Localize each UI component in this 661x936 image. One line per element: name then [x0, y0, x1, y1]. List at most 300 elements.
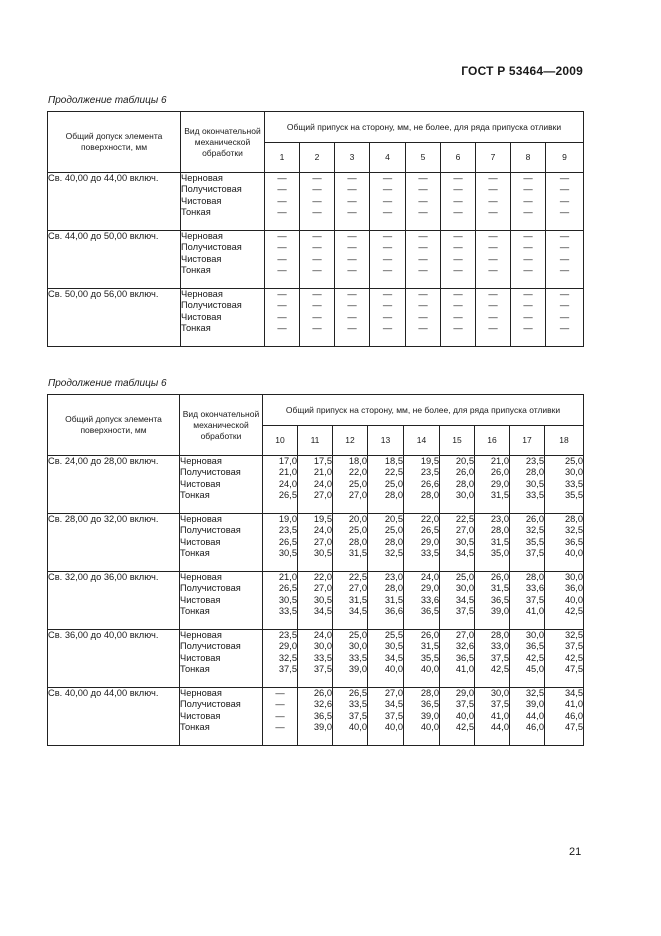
allowance-value: 28,0	[525, 572, 544, 582]
allowance-value: —	[347, 207, 357, 218]
allowance-value: 31,5	[348, 548, 367, 559]
allowance-value: 42,5	[490, 664, 509, 675]
allowance-value: —	[559, 231, 570, 241]
allowance-value: —	[347, 173, 357, 183]
allowance-value: 36,5	[525, 641, 544, 652]
allowance-value: 27,0	[384, 688, 403, 698]
allowance-value: 31,5	[490, 490, 509, 501]
allowance-value: —	[312, 207, 322, 218]
allowance-value: 33,5	[525, 490, 544, 501]
allowance-table-1	[47, 111, 584, 347]
allowance-cell	[545, 456, 584, 514]
allowance-value: 33,5	[348, 699, 367, 710]
allowance-value: 21,0	[490, 456, 509, 466]
machining-kind-label: Черновая	[180, 630, 222, 640]
allowance-value: 23,5	[525, 456, 544, 466]
allowance-value: 36,5	[490, 594, 509, 605]
allowance-value: —	[488, 311, 498, 322]
allowance-cell	[265, 231, 300, 289]
allowance-value: 30,0	[455, 583, 474, 594]
allowance-value: —	[312, 311, 322, 322]
allowance-value: 22,5	[384, 467, 403, 478]
machining-kind-label: Получистовая	[180, 525, 241, 536]
allowance-cell	[441, 231, 476, 289]
tolerance-range: Св. 28,00 до 32,00 включ.	[48, 514, 180, 572]
allowance-value: 27,0	[313, 583, 332, 594]
allowance-value: —	[523, 265, 533, 276]
allowance-cell	[511, 231, 546, 289]
allowance-cell	[263, 456, 298, 514]
allowance-value: 28,0	[384, 583, 403, 594]
allowance-value: 31,5	[490, 536, 509, 547]
table-row	[48, 173, 584, 231]
allowance-value: 28,0	[384, 536, 403, 547]
allowance-value: —	[418, 300, 428, 311]
allowance-value: —	[559, 195, 570, 206]
table-row	[48, 231, 584, 289]
allowance-cell	[368, 688, 404, 746]
allowance-value: 26,0	[313, 688, 332, 698]
allowance-value: 37,5	[384, 710, 403, 721]
allowance-value: 32,5	[564, 525, 584, 536]
allowance-value: 20,5	[384, 514, 403, 524]
allowance-value: 40,0	[348, 722, 367, 733]
allowance-cell	[510, 688, 545, 746]
table-row	[48, 456, 584, 514]
allowance-value: —	[453, 323, 463, 334]
allowance-cell	[545, 688, 584, 746]
allowance-value: —	[312, 265, 322, 276]
allowance-value: —	[347, 231, 357, 241]
allowance-value: —	[523, 253, 533, 264]
allowance-value: 40,0	[420, 664, 439, 675]
allowance-cell	[404, 630, 440, 688]
allowance-value: —	[559, 323, 570, 334]
allowance-value: —	[488, 300, 498, 311]
machining-kind-label: Тонкая	[181, 207, 211, 218]
column-number: 5	[406, 143, 441, 173]
machining-kind-label: Черновая	[181, 173, 223, 183]
document-header: ГОСТ Р 53464—2009	[461, 64, 583, 78]
allowance-value: 36,5	[313, 710, 332, 721]
table-row	[48, 688, 584, 746]
allowance-value: 37,5	[525, 548, 544, 559]
machining-kind-label: Чистовая	[180, 652, 221, 663]
allowance-value: 26,5	[420, 525, 439, 536]
allowance-value: 34,5	[348, 606, 367, 617]
allowance-value: —	[382, 265, 393, 276]
allowance-value: 32,5	[525, 525, 544, 536]
column-number: 3	[335, 143, 370, 173]
allowance-value: —	[418, 253, 428, 264]
allowance-value: —	[312, 300, 322, 311]
allowance-value: 23,0	[490, 514, 509, 524]
allowance-value: 26,0	[490, 572, 509, 582]
allowance-value: —	[275, 699, 285, 710]
allowance-cell	[545, 572, 584, 630]
allowance-cell	[404, 514, 440, 572]
allowance-value: 24,0	[420, 572, 439, 582]
allowance-value: 23,5	[278, 630, 297, 640]
machining-kind-label: Тонкая	[181, 265, 211, 276]
allowance-value: 26,0	[420, 630, 439, 640]
allowance-value: —	[312, 242, 322, 253]
allowance-value: 44,0	[525, 710, 544, 721]
allowance-value: —	[488, 289, 498, 299]
allowance-value: —	[488, 265, 498, 276]
allowance-cell	[404, 688, 440, 746]
allowance-cell	[298, 630, 333, 688]
allowance-value: —	[382, 173, 393, 183]
allowance-value: —	[453, 253, 463, 264]
allowance-value: 26,6	[420, 478, 439, 489]
allowance-value: 24,0	[313, 630, 332, 640]
allowance-cell	[511, 289, 546, 347]
allowance-cell	[265, 173, 300, 231]
allowance-cell	[440, 688, 475, 746]
allowance-value: —	[523, 289, 533, 299]
allowance-cell	[263, 514, 298, 572]
allowance-value: —	[382, 323, 393, 334]
allowance-value: —	[312, 253, 322, 264]
allowance-cell	[475, 688, 510, 746]
allowance-value: —	[418, 173, 428, 183]
header-tolerance: Общий допуск элемента поверхности, мм	[48, 112, 181, 173]
allowance-value: 19,5	[420, 456, 439, 466]
allowance-value: —	[453, 184, 463, 195]
allowance-value: 28,0	[420, 688, 439, 698]
allowance-value: 31,5	[420, 641, 439, 652]
machining-kind-label: Черновая	[180, 572, 222, 582]
allowance-value: 37,5	[490, 699, 509, 710]
allowance-value: —	[277, 253, 287, 264]
allowance-value: 28,0	[455, 478, 474, 489]
machining-kind-label: Тонкая	[180, 664, 210, 675]
allowance-cell	[441, 173, 476, 231]
allowance-value: —	[312, 173, 322, 183]
allowance-cell	[511, 173, 546, 231]
allowance-value: —	[275, 722, 285, 733]
allowance-cell	[406, 231, 441, 289]
allowance-value: 28,0	[420, 490, 439, 501]
allowance-cell	[368, 572, 404, 630]
machining-kind-label: Чистовая	[180, 536, 221, 547]
allowance-value: —	[382, 195, 393, 206]
tolerance-range: Св. 50,00 до 56,00 включ.	[48, 289, 181, 347]
allowance-value: 36,5	[564, 536, 584, 547]
machining-kinds	[180, 514, 263, 572]
allowance-value: 30,0	[313, 641, 332, 652]
allowance-value: 18,0	[348, 456, 367, 466]
allowance-value: 17,5	[313, 456, 332, 466]
allowance-value: —	[559, 311, 570, 322]
machining-kinds	[180, 688, 263, 746]
allowance-value: 36,5	[455, 652, 474, 663]
allowance-value: —	[382, 207, 393, 218]
allowance-value: 32,5	[525, 688, 544, 698]
machining-kinds	[181, 231, 265, 289]
allowance-value: 32,5	[278, 652, 297, 663]
allowance-value: 35,0	[490, 548, 509, 559]
machining-kind-label: Тонкая	[180, 548, 210, 559]
allowance-cell	[546, 289, 584, 347]
allowance-cell	[406, 289, 441, 347]
column-number: 8	[511, 143, 546, 173]
allowance-value: —	[523, 207, 533, 218]
allowance-cell	[510, 456, 545, 514]
allowance-value: 34,5	[313, 606, 332, 617]
allowance-value: 31,5	[348, 594, 367, 605]
allowance-value: 27,0	[455, 630, 474, 640]
allowance-value: 27,0	[313, 536, 332, 547]
allowance-value: 26,0	[525, 514, 544, 524]
allowance-value: 41,0	[490, 710, 509, 721]
header-machining-kind: Вид окончательной механической обработки	[180, 395, 263, 456]
allowance-value: 28,0	[525, 467, 544, 478]
machining-kind-label: Тонкая	[180, 490, 210, 501]
allowance-cell	[335, 231, 370, 289]
allowance-value: —	[523, 184, 533, 195]
allowance-cell	[404, 456, 440, 514]
header-tolerance: Общий допуск элемента поверхности, мм	[48, 395, 180, 456]
allowance-value: —	[277, 265, 287, 276]
tolerance-range: Св. 36,00 до 40,00 включ.	[48, 630, 180, 688]
tolerance-range: Св. 40,00 до 44,00 включ.	[48, 688, 180, 746]
allowance-value: 40,0	[564, 548, 584, 559]
allowance-value: —	[523, 311, 533, 322]
allowance-cell	[300, 173, 335, 231]
allowance-value: 29,0	[420, 583, 439, 594]
allowance-cell	[333, 688, 368, 746]
allowance-value: 31,5	[384, 594, 403, 605]
allowance-value: 42,5	[564, 652, 584, 663]
allowance-cell	[368, 630, 404, 688]
allowance-cell	[298, 456, 333, 514]
allowance-value: —	[275, 710, 285, 721]
allowance-value: 24,0	[278, 478, 297, 489]
allowance-value: 41,0	[455, 664, 474, 675]
allowance-value: —	[312, 184, 322, 195]
allowance-cell	[263, 630, 298, 688]
column-number: 9	[546, 143, 584, 173]
allowance-value: 20,5	[455, 456, 474, 466]
allowance-value: 46,0	[564, 710, 584, 721]
allowance-value: 20,0	[348, 514, 367, 524]
allowance-value: 19,5	[313, 514, 332, 524]
allowance-cell	[440, 456, 475, 514]
allowance-value: —	[347, 184, 357, 195]
machining-kind-label: Черновая	[181, 231, 223, 241]
allowance-value: —	[277, 231, 287, 241]
allowance-cell	[368, 456, 404, 514]
allowance-value: —	[382, 184, 393, 195]
allowance-cell	[440, 514, 475, 572]
allowance-value: 34,5	[384, 652, 403, 663]
allowance-cell	[368, 514, 404, 572]
machining-kind-label: Черновая	[180, 456, 222, 466]
allowance-value: 30,0	[525, 630, 544, 640]
column-number: 11	[298, 426, 333, 456]
allowance-value: —	[453, 311, 463, 322]
allowance-value: —	[347, 195, 357, 206]
allowance-value: 37,5	[525, 594, 544, 605]
allowance-value: —	[453, 242, 463, 253]
allowance-value: 27,0	[313, 490, 332, 501]
allowance-value: 29,0	[490, 478, 509, 489]
allowance-value: 27,0	[455, 525, 474, 536]
allowance-value: 37,5	[278, 664, 297, 675]
allowance-value: —	[277, 311, 287, 322]
allowance-value: 35,5	[420, 652, 439, 663]
column-number: 13	[368, 426, 404, 456]
allowance-table-2	[47, 394, 584, 746]
allowance-value: —	[347, 300, 357, 311]
allowance-value: —	[275, 688, 285, 698]
allowance-value: —	[488, 323, 498, 334]
allowance-value: 25,0	[348, 525, 367, 536]
allowance-value: —	[523, 323, 533, 334]
allowance-value: —	[559, 184, 570, 195]
allowance-value: —	[347, 289, 357, 299]
allowance-cell	[475, 572, 510, 630]
allowance-value: —	[559, 253, 570, 264]
allowance-value: 25,5	[384, 630, 403, 640]
allowance-value: —	[488, 173, 498, 183]
allowance-cell	[335, 289, 370, 347]
allowance-value: 25,0	[348, 630, 367, 640]
allowance-value: 23,5	[420, 467, 439, 478]
allowance-value: 26,0	[455, 467, 474, 478]
allowance-value: —	[453, 207, 463, 218]
allowance-value: —	[488, 253, 498, 264]
allowance-value: —	[453, 195, 463, 206]
allowance-value: 33,6	[420, 594, 439, 605]
allowance-value: 22,5	[455, 514, 474, 524]
allowance-cell	[476, 231, 511, 289]
allowance-value: 21,0	[313, 467, 332, 478]
allowance-value: —	[523, 195, 533, 206]
tolerance-range: Св. 44,00 до 50,00 включ.	[48, 231, 181, 289]
allowance-cell	[370, 173, 406, 231]
allowance-value: 37,5	[348, 710, 367, 721]
allowance-value: 36,6	[384, 606, 403, 617]
allowance-cell	[263, 572, 298, 630]
allowance-value: —	[312, 195, 322, 206]
column-number: 6	[441, 143, 476, 173]
allowance-value: 39,0	[490, 606, 509, 617]
machining-kind-label: Получистовая	[180, 641, 241, 652]
machining-kind-label: Получистовая	[181, 242, 242, 253]
allowance-cell	[440, 630, 475, 688]
allowance-value: —	[382, 253, 393, 264]
machining-kind-label: Черновая	[180, 514, 222, 524]
allowance-cell	[333, 456, 368, 514]
allowance-value: 47,5	[564, 664, 584, 675]
machining-kind-label: Чистовая	[181, 253, 222, 264]
allowance-value: 47,5	[564, 722, 584, 733]
allowance-value: 22,5	[348, 572, 367, 582]
allowance-cell	[475, 630, 510, 688]
allowance-value: 37,5	[455, 606, 474, 617]
allowance-value: 22,0	[313, 572, 332, 582]
column-number: 10	[263, 426, 298, 456]
allowance-cell	[546, 231, 584, 289]
allowance-cell	[300, 289, 335, 347]
allowance-value: 42,5	[564, 606, 584, 617]
allowance-value: 25,0	[384, 478, 403, 489]
column-number: 4	[370, 143, 406, 173]
allowance-value: 28,0	[490, 630, 509, 640]
allowance-value: 46,0	[525, 722, 544, 733]
allowance-value: 34,5	[564, 688, 584, 698]
column-number: 1	[265, 143, 300, 173]
allowance-value: 37,5	[564, 641, 584, 652]
machining-kind-label: Чистовая	[180, 710, 221, 721]
allowance-value: 26,5	[278, 490, 297, 501]
allowance-value: 17,0	[278, 456, 297, 466]
allowance-value: 26,5	[278, 583, 297, 594]
allowance-value: 25,0	[348, 478, 367, 489]
allowance-cell	[476, 289, 511, 347]
allowance-value: 30,0	[348, 641, 367, 652]
allowance-value: 39,0	[420, 710, 439, 721]
allowance-value: 41,0	[525, 606, 544, 617]
allowance-value: 33,6	[525, 583, 544, 594]
allowance-value: 34,5	[455, 594, 474, 605]
allowance-value: 25,0	[564, 456, 584, 466]
allowance-value: —	[347, 323, 357, 334]
allowance-value: 36,5	[420, 699, 439, 710]
allowance-value: 33,5	[348, 652, 367, 663]
allowance-cell	[510, 630, 545, 688]
allowance-cell	[370, 289, 406, 347]
column-number: 7	[476, 143, 511, 173]
allowance-value: 44,0	[490, 722, 509, 733]
allowance-value: —	[453, 289, 463, 299]
allowance-value: 35,5	[525, 536, 544, 547]
allowance-value: 29,0	[278, 641, 297, 652]
allowance-value: —	[277, 289, 287, 299]
allowance-value: —	[277, 300, 287, 311]
allowance-value: —	[347, 242, 357, 253]
machining-kind-label: Получистовая	[180, 699, 241, 710]
allowance-value: 25,0	[384, 525, 403, 536]
allowance-cell	[545, 630, 584, 688]
allowance-value: —	[277, 323, 287, 334]
allowance-value: —	[347, 253, 357, 264]
allowance-value: —	[523, 173, 533, 183]
allowance-cell	[476, 173, 511, 231]
allowance-value: 33,0	[490, 641, 509, 652]
allowance-value: —	[312, 231, 322, 241]
allowance-value: 32,6	[455, 641, 474, 652]
column-number: 14	[404, 426, 440, 456]
machining-kind-label: Чистовая	[181, 195, 222, 206]
allowance-value: —	[559, 207, 570, 218]
allowance-value: —	[523, 242, 533, 253]
allowance-value: 23,5	[278, 525, 297, 536]
header-machining-kind: Вид окончательной механической обработки	[181, 112, 265, 173]
allowance-cell	[441, 289, 476, 347]
allowance-value: —	[277, 207, 287, 218]
allowance-cell	[440, 572, 475, 630]
allowance-value: —	[418, 323, 428, 334]
allowance-value: 21,0	[278, 572, 297, 582]
allowance-value: 21,0	[278, 467, 297, 478]
allowance-value: —	[418, 242, 428, 253]
allowance-value: 25,0	[455, 572, 474, 582]
allowance-value: 30,0	[564, 572, 584, 582]
